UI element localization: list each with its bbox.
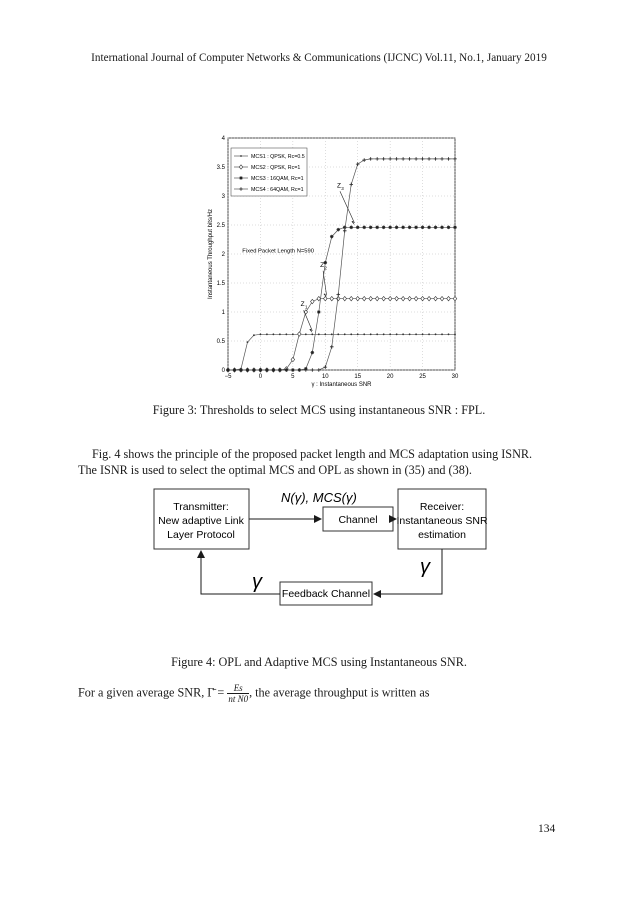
x-tick-label-0: −5 <box>224 374 232 380</box>
series-1-point-20-shape <box>357 333 359 335</box>
series-3-point-21-shape <box>362 226 366 230</box>
z-label-sub-1: 1 <box>304 304 308 310</box>
series-3-point-16 <box>330 235 334 239</box>
arrow-rx-to-feedback <box>374 549 442 594</box>
series-3-point-32 <box>434 226 438 230</box>
series-1-point-19-shape <box>350 333 352 335</box>
series-1-point-21-shape <box>363 333 365 335</box>
legend-label-3: MCS3 : 16QAM, Rc=1 <box>251 176 304 182</box>
series-1-point-31 <box>428 333 430 335</box>
series-1-point-22-shape <box>370 333 372 335</box>
x-tick-label-6: 25 <box>419 374 426 380</box>
series-1-point-31-shape <box>428 333 430 335</box>
legend-label-2: MCS2 : QPSK, Rc=1 <box>251 165 301 171</box>
series-1-point-13 <box>311 333 313 335</box>
paragraph-2-suffix: , the average throughput is written as <box>249 685 430 700</box>
series-1-point-30-shape <box>422 333 424 335</box>
series-1-point-3-shape <box>247 341 249 343</box>
y-tick-label-1: 0.5 <box>216 339 225 345</box>
series-3-point-20-shape <box>356 226 360 230</box>
series-1-point-20 <box>357 333 359 335</box>
arrow-feedback-to-tx <box>201 551 280 594</box>
series-1-point-30 <box>422 333 424 335</box>
gamma-left: γ <box>252 571 262 593</box>
series-3-point-23-shape <box>375 226 379 230</box>
z-label-sub-2: 2 <box>324 265 327 271</box>
y-tick-label-4: 2 <box>221 252 225 258</box>
series-1-point-32 <box>435 333 437 335</box>
series-3-point-31-shape <box>427 226 431 230</box>
series-1-point-4 <box>253 334 255 336</box>
z-label-sub-3: 3 <box>341 185 344 191</box>
y-tick-label-7: 3.5 <box>216 165 225 171</box>
series-1-point-6-shape <box>266 333 268 335</box>
series-1-point-18-shape <box>344 333 346 335</box>
paragraph-1 <box>78 447 598 478</box>
series-3-point-14 <box>317 310 321 314</box>
legend-marker-1 <box>240 155 242 157</box>
receiver-line-2: Instantaneous SNR <box>396 515 488 527</box>
z-label-3: Z <box>336 182 341 190</box>
series-1-point-24 <box>383 333 385 335</box>
series-1-point-3 <box>247 341 249 343</box>
series-1-point-5 <box>260 333 262 335</box>
paragraph-2 <box>78 683 598 704</box>
series-1-point-28-shape <box>409 333 411 335</box>
series-3-point-34 <box>447 226 451 230</box>
series-1-point-19 <box>350 333 352 335</box>
series-3-point-29-shape <box>414 226 418 230</box>
series-1-point-34-shape <box>448 333 450 335</box>
series-1-point-29 <box>415 333 417 335</box>
transmitter-line-2: New adaptive Link <box>158 515 244 527</box>
series-1-point-9-shape <box>285 333 287 335</box>
series-1-point-35-shape <box>454 333 456 335</box>
transmitter-line-1: Transmitter: <box>173 501 229 513</box>
series-1-point-27 <box>402 333 404 335</box>
receiver-line-3: estimation <box>418 529 466 541</box>
channel-label: Channel <box>338 514 378 526</box>
series-1-point-8 <box>279 333 281 335</box>
series-1-point-24-shape <box>383 333 385 335</box>
series-1-point-5-shape <box>260 333 262 335</box>
feedback-label: Feedback Channel <box>281 588 371 600</box>
series-1-point-29-shape <box>415 333 417 335</box>
x-axis-label: γ : Instantaneous SNR <box>311 382 372 388</box>
series-3-point-21 <box>362 226 366 230</box>
series-1-point-12-shape <box>305 333 307 335</box>
series-3-point-35 <box>453 226 457 230</box>
series-1-point-26 <box>396 333 398 335</box>
series-3-point-17-shape <box>336 228 340 232</box>
series-1-point-33-shape <box>441 333 443 335</box>
series-1-point-17-shape <box>337 333 339 335</box>
series-1-point-15 <box>324 333 326 335</box>
series-1-point-8-shape <box>279 333 281 335</box>
y-tick-label-2: 1 <box>221 310 225 316</box>
series-1-point-14-shape <box>318 333 320 335</box>
series-1-point-34 <box>448 333 450 335</box>
series-1-point-10 <box>292 333 294 335</box>
series-3-point-32-shape <box>434 226 438 230</box>
series-1-point-13-shape <box>311 333 313 335</box>
transmitter-line-3: Layer Protocol <box>167 529 235 541</box>
channel-input-label: N(γ), MCS(γ) <box>281 490 357 505</box>
series-3-point-33 <box>440 226 444 230</box>
series-1-point-22 <box>370 333 372 335</box>
series-1-point-9 <box>285 333 287 335</box>
adaptation-diagram <box>140 485 500 615</box>
series-1-point-10-shape <box>292 333 294 335</box>
series-3-point-24-shape <box>382 226 386 230</box>
y-tick-label-3: 1.5 <box>216 281 225 287</box>
series-1-point-7-shape <box>273 333 275 335</box>
gamma-right: γ <box>420 556 430 578</box>
throughput-chart <box>190 130 480 395</box>
series-1-point-15-shape <box>324 333 326 335</box>
figure4-caption: Figure 4: OPL and Adaptive MCS using Instantaneous SNR. <box>171 655 467 669</box>
x-tick-label-5: 20 <box>386 374 394 380</box>
legend-marker-1-shape <box>240 155 242 157</box>
series-1-point-6 <box>266 333 268 335</box>
series-1-point-23 <box>376 333 378 335</box>
legend-label-4: MCS4 : 64QAM, Rc=1 <box>251 187 304 193</box>
journal-header: International Journal of Computer Networks & Communications (IJCNC) Vol.11, No.1, January 2019 <box>91 52 547 64</box>
series-3-point-22 <box>369 226 373 230</box>
series-1-point-21 <box>363 333 365 335</box>
series-3-point-33-shape <box>440 226 444 230</box>
series-3-point-24 <box>382 226 386 230</box>
series-3-point-23 <box>375 226 379 230</box>
y-tick-label-0: 0 <box>221 368 225 374</box>
series-1-point-16 <box>331 333 333 335</box>
y-axis-label: Instantaneous Throughput bits/Hz <box>208 209 214 299</box>
series-3-point-20 <box>356 226 360 230</box>
z-label-2: Z <box>320 261 325 269</box>
series-1-point-18 <box>344 333 346 335</box>
snr-fraction <box>227 683 249 704</box>
z-label-1: Z <box>300 301 305 309</box>
series-1-point-16-shape <box>331 333 333 335</box>
series-1-point-4-shape <box>253 334 255 336</box>
series-1-point-33 <box>441 333 443 335</box>
fraction-denominator: nt N0 <box>228 694 249 704</box>
series-1-point-28 <box>409 333 411 335</box>
x-tick-label-4: 15 <box>354 374 362 380</box>
series-3-point-19 <box>349 226 353 230</box>
series-3-point-19-shape <box>349 226 353 230</box>
y-tick-label-5: 2.5 <box>216 223 225 229</box>
series-1-point-7 <box>273 333 275 335</box>
series-3-point-34-shape <box>447 226 451 230</box>
series-3-point-30 <box>421 226 425 230</box>
series-3-point-31 <box>427 226 431 230</box>
y-tick-label-6: 3 <box>221 194 225 200</box>
paragraph-1-line-1: Fig. 4 shows the principle of the proposed packet length and MCS adaptation using ISNR. <box>92 447 533 461</box>
series-1-point-25 <box>389 333 391 335</box>
page-number: 134 <box>538 823 556 835</box>
series-1-point-27-shape <box>402 333 404 335</box>
y-tick-label-8: 4 <box>221 136 225 142</box>
series-3-point-29 <box>414 226 418 230</box>
series-1-point-23-shape <box>376 333 378 335</box>
series-3-point-22-shape <box>369 226 373 230</box>
series-3-point-28 <box>408 226 412 230</box>
figure3-caption: Figure 3: Thresholds to select MCS using instantaneous SNR : FPL. <box>152 403 486 417</box>
series-3-point-28-shape <box>408 226 412 230</box>
series-1-point-26-shape <box>396 333 398 335</box>
series-1-point-14 <box>318 333 320 335</box>
series-1-point-32-shape <box>435 333 437 335</box>
x-tick-label-2: 5 <box>291 374 295 380</box>
annotation-fixed-packet-length: Fixed Packet Length N=590 <box>242 248 314 255</box>
series-3-point-13 <box>311 351 315 355</box>
x-tick-label-3: 10 <box>321 374 329 380</box>
receiver-line-1: Receiver: <box>419 501 465 513</box>
x-tick-label-7: 30 <box>451 374 459 380</box>
series-3-point-16-shape <box>330 235 334 239</box>
series-3-point-17 <box>336 228 340 232</box>
series-1-point-12 <box>305 333 307 335</box>
series-1-point-25-shape <box>389 333 391 335</box>
series-3-point-13-shape <box>311 351 315 355</box>
x-tick-label-1: 0 <box>258 374 263 380</box>
series-3-point-14-shape <box>317 310 321 314</box>
paragraph-1-line-2: The ISNR is used to select the optimal MCS and OPL as shown in (35) and (38). <box>78 462 472 477</box>
series-1-point-17 <box>337 333 339 335</box>
series-1-point-35 <box>454 333 456 335</box>
fraction-numerator: Es <box>227 683 249 694</box>
series-3-point-35-shape <box>453 226 457 230</box>
legend-label-1: MCS1 : QPSK, Rc=0.5 <box>251 154 305 160</box>
paragraph-2-prefix: For a given average SNR, Γ̄ = <box>78 685 228 700</box>
series-3-point-30-shape <box>421 226 425 230</box>
